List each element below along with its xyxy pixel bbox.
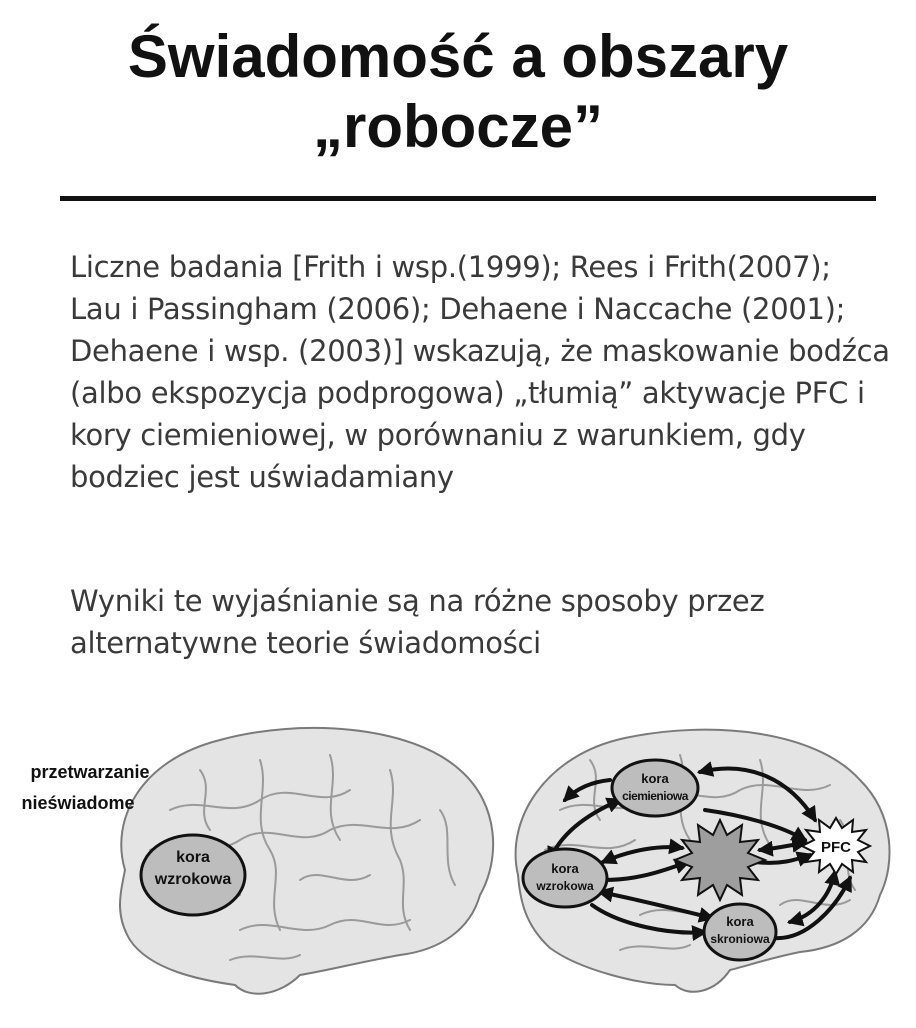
- left-brain-illustration: [120, 728, 493, 994]
- temporal-cortex-label-line2: skroniowa: [710, 932, 770, 946]
- parietal-cortex-label-line1: kora: [641, 771, 669, 786]
- right-visual-cortex-label-line2: wzrokowa: [536, 879, 594, 893]
- right-visual-cortex-label-line1: kora: [551, 861, 579, 876]
- title-divider: [60, 196, 876, 201]
- right-brain-illustration: [516, 730, 890, 992]
- parietal-cortex-label-line2: ciemieniowa: [622, 789, 688, 803]
- unconscious-caption-line2: nieświadome: [21, 793, 135, 813]
- body-paragraph-studies: Liczne badania [Frith i wsp.(1999); Rees i Frith(2007); Lau i Passingham (2006); Dehaene i Naccache (2001); Dehaene i wsp. (2003)] wskazują, że maskowanie bodźca (albo ekspozycja podprogowa) „tłumią” aktywacje PFC i kory ciemieniowej, w porównaniu z warunkiem, gdy bodziec jest uświadamiany: [70, 250, 890, 494]
- slide-title-line2: „robocze”: [312, 93, 604, 160]
- brain-figure: [0, 700, 916, 1010]
- body-paragraph-theories: Wyniki te wyjaśnianie są na różne sposoby przez alternatywne teorie świadomości: [70, 584, 765, 660]
- left-visual-cortex-label-line2: wzrokowa: [154, 871, 232, 888]
- slide-title-line1: Świadomość a obszary: [127, 23, 789, 90]
- slide-title: [0, 22, 916, 162]
- left-visual-cortex-label-line1: kora: [176, 849, 210, 866]
- unconscious-caption-line1: przetwarzanie: [30, 762, 150, 782]
- temporal-cortex-label-line1: kora: [726, 914, 754, 929]
- pfc-label: PFC: [821, 839, 851, 856]
- brain-diagram: [0, 700, 916, 1010]
